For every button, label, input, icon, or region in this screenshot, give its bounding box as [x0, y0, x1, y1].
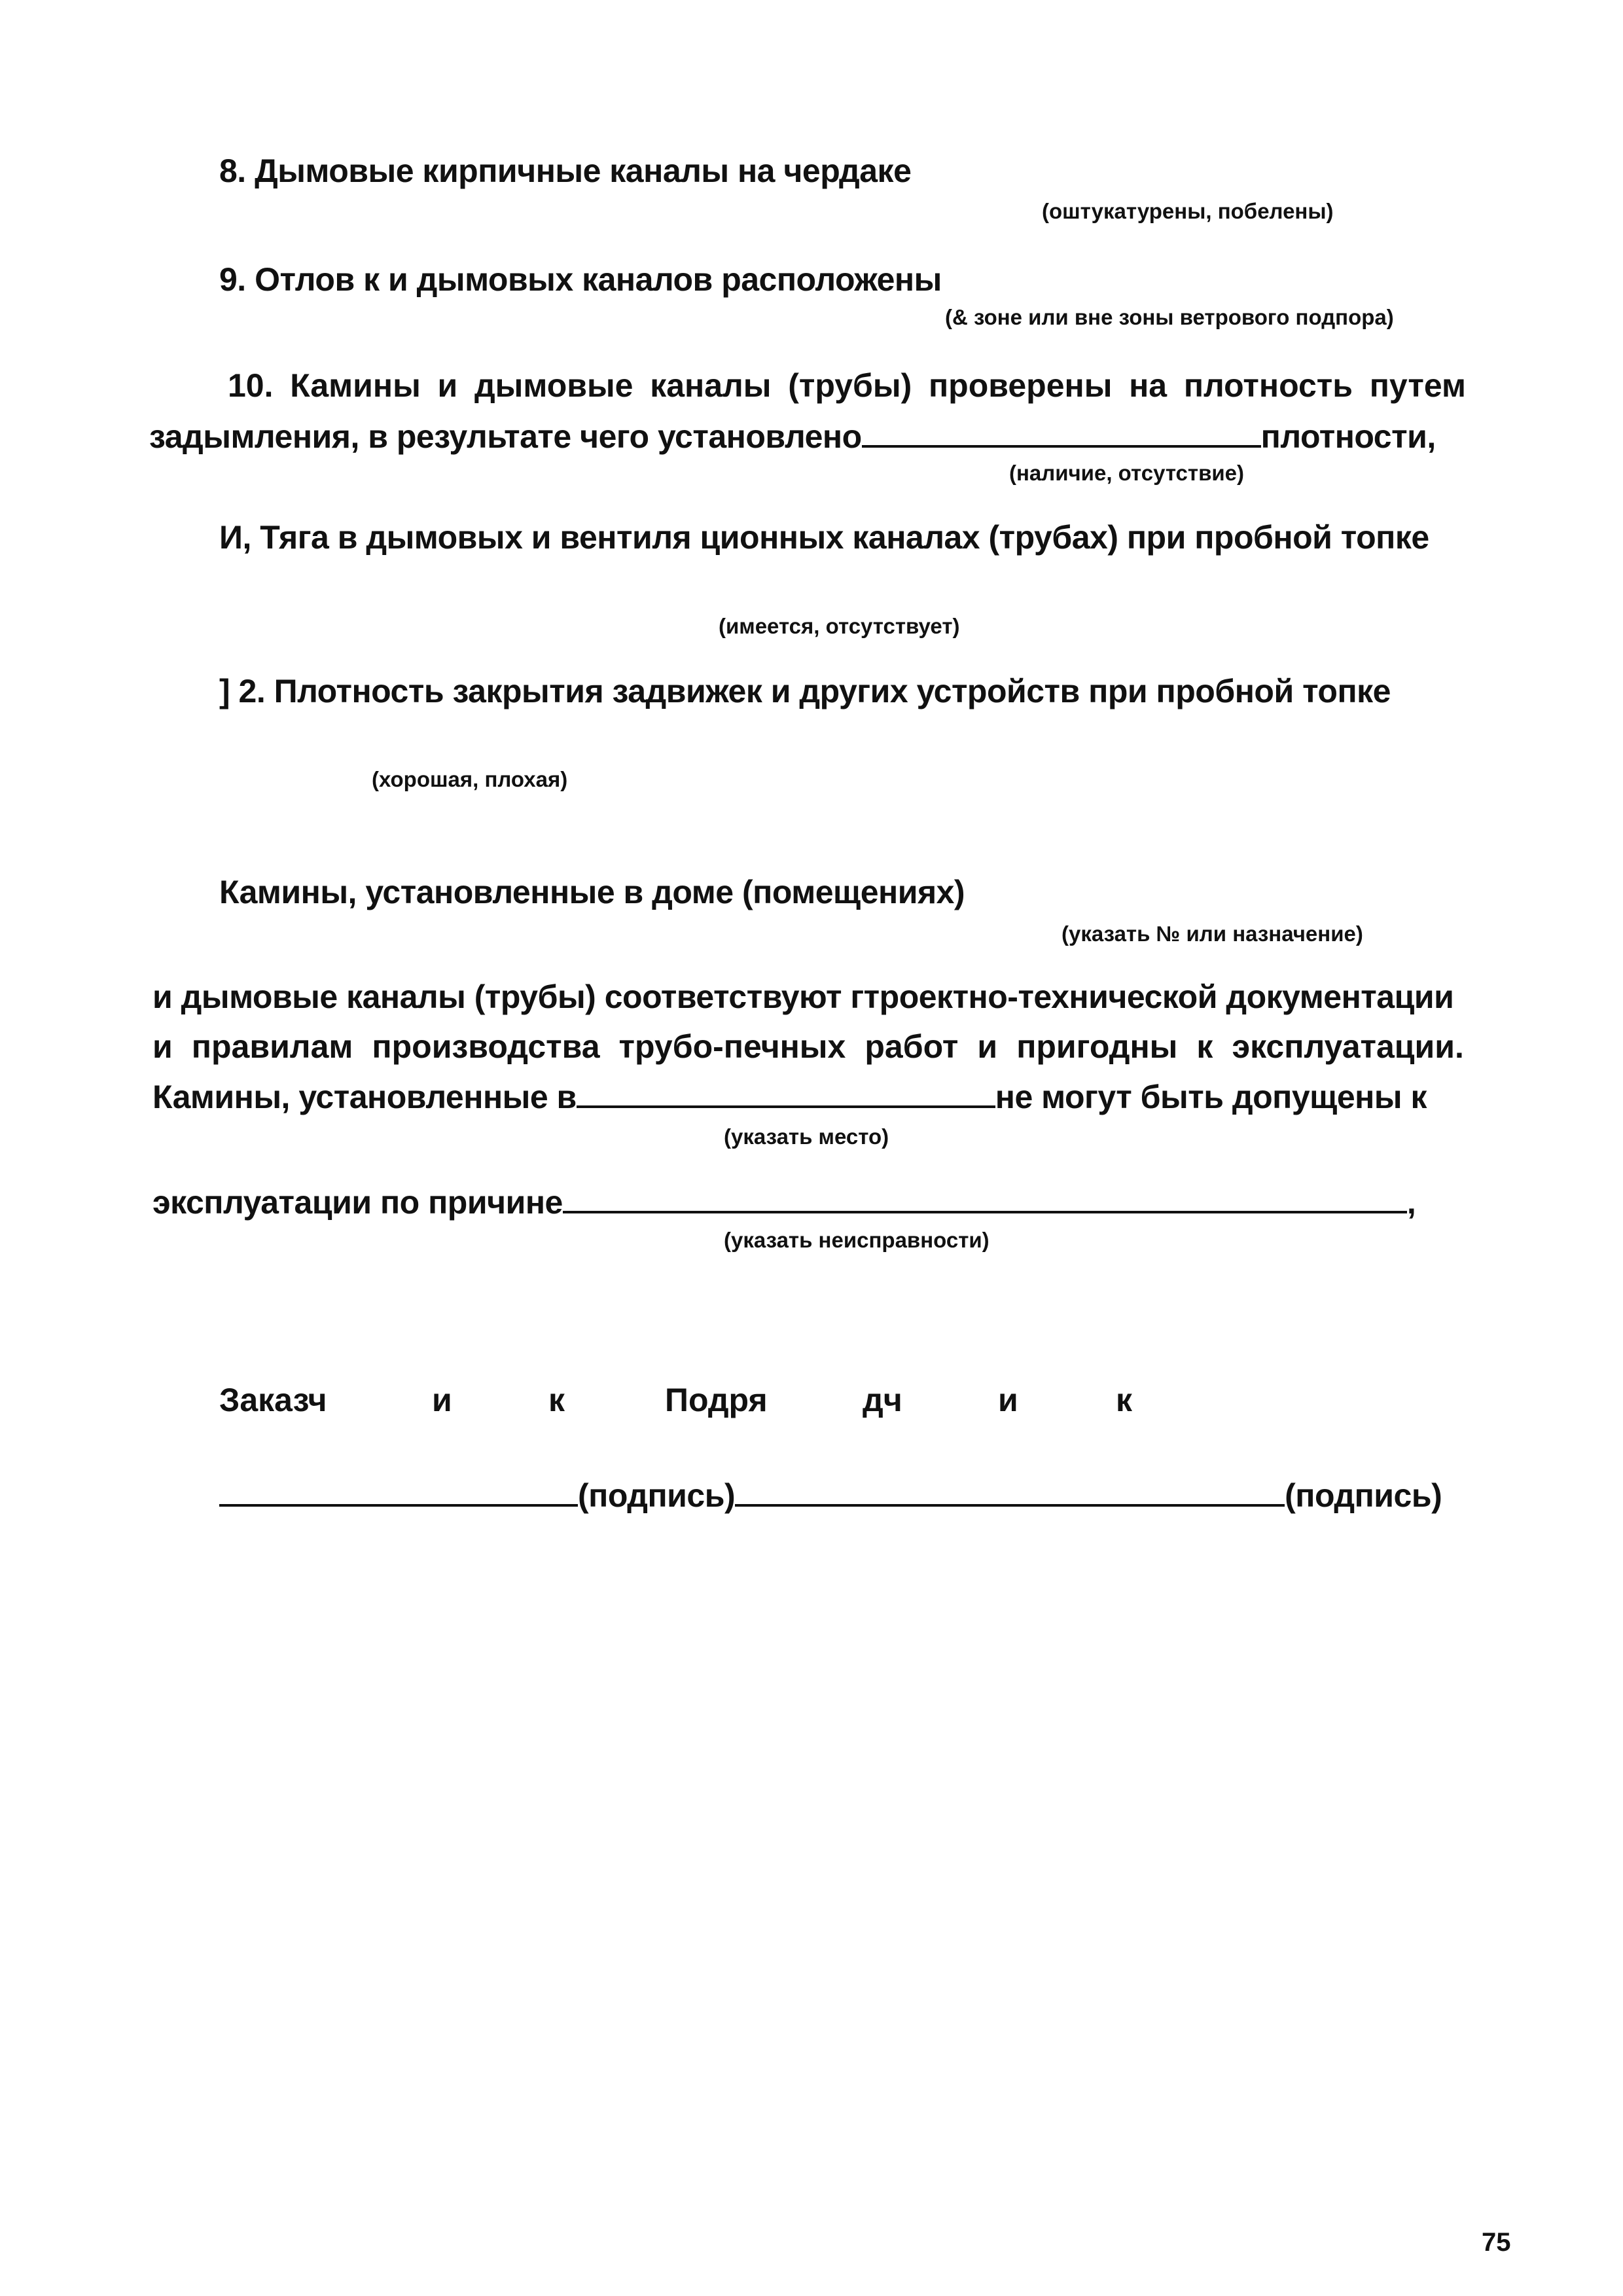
page-number: 75: [1482, 2228, 1511, 2257]
word: эксплуатации.: [1232, 1028, 1464, 1065]
conclusion-line-1: Камины, установленные в доме (помещениях): [219, 874, 965, 910]
conclusion-line-5: [152, 1182, 1416, 1221]
item-10-line-2-start: задымления, в результате чего установлено: [149, 418, 862, 455]
customer-signature-field[interactable]: [219, 1475, 578, 1507]
conclusion-line-5-start: эксплуатации по причине: [152, 1184, 563, 1221]
word: Камины: [290, 367, 421, 404]
item-10-hint: (наличие, отсутствие): [1009, 461, 1244, 485]
conclusion-hint-5: (указать неисправности): [724, 1228, 990, 1252]
conclusion-line-4: [152, 1077, 1427, 1116]
conclusion-line-3: [152, 1028, 1464, 1066]
signature-heading-part: к: [1116, 1382, 1133, 1418]
item-9-text: 9. Отлов к и дымовых каналов расположены: [219, 261, 942, 298]
word: проверены: [928, 367, 1113, 404]
item-11-hint: (имеется, отсутствует): [719, 614, 960, 638]
conclusion-line-4-end: не могут быть допущены к: [995, 1079, 1427, 1115]
signature-line-row: [219, 1475, 1442, 1515]
conclusion-hint-1: (указать № или назначение): [1061, 922, 1363, 946]
place-blank-field[interactable]: [577, 1077, 995, 1108]
signature-heading-part: и: [432, 1382, 452, 1418]
signature-heading-part: к: [548, 1382, 565, 1418]
word: путем: [1369, 367, 1466, 404]
word: и: [152, 1028, 173, 1065]
conclusion-hint-4: (указать место): [724, 1124, 889, 1149]
item-10-line-2: [149, 416, 1436, 456]
word: правилам: [191, 1028, 353, 1065]
signature-label-contractor: (подпись): [1285, 1477, 1442, 1514]
signature-heading-part: дч: [863, 1382, 902, 1418]
signature-heading-part: Заказч: [219, 1382, 327, 1418]
word: плотность: [1183, 367, 1353, 404]
reason-blank-field[interactable]: [563, 1182, 1407, 1213]
conclusion-line-4-start: Камины, установленные в: [152, 1079, 577, 1115]
item-12-text: ] 2. Плотность закрытия задвижек и других устройств при пробной топке: [219, 673, 1391, 709]
presence-blank-field[interactable]: [862, 416, 1261, 448]
contractor-signature-field[interactable]: [735, 1475, 1285, 1507]
word: к: [1196, 1028, 1213, 1065]
word: каналы: [650, 367, 772, 404]
conclusion-line-2: и дымовые каналы (трубы) соответствуют гтроектно-технической документации: [152, 978, 1454, 1015]
signature-heading-part: и: [998, 1382, 1018, 1418]
word: работ: [865, 1028, 959, 1065]
word: трубо-печных: [618, 1028, 846, 1065]
item-10-line-1: [228, 367, 1466, 404]
signature-heading-part: Подря: [665, 1382, 768, 1418]
word: 10.: [228, 367, 274, 404]
item-12-hint: (хорошая, плохая): [372, 767, 568, 791]
word: на: [1129, 367, 1168, 404]
item-8-hint: (оштукатурены, побелены): [1042, 199, 1334, 223]
item-9-hint: (& зоне или вне зоны ветрового подпора): [945, 305, 1394, 329]
word: (трубы): [788, 367, 912, 404]
item-10-line-2-end: плотности,: [1260, 418, 1436, 455]
item-8-text: 8. Дымовые кирпичные каналы на чердаке: [219, 152, 912, 189]
word: и: [977, 1028, 998, 1065]
signature-label-customer: (подпись): [578, 1477, 736, 1514]
word: производства: [372, 1028, 600, 1065]
word: и: [437, 367, 458, 404]
item-11-text: И, Тяга в дымовых и вентиля ционных каналах (трубах) при пробной топке: [219, 519, 1429, 556]
conclusion-line-5-end: ,: [1406, 1184, 1416, 1221]
word: дымовые: [474, 367, 633, 404]
word: пригодны: [1016, 1028, 1178, 1065]
